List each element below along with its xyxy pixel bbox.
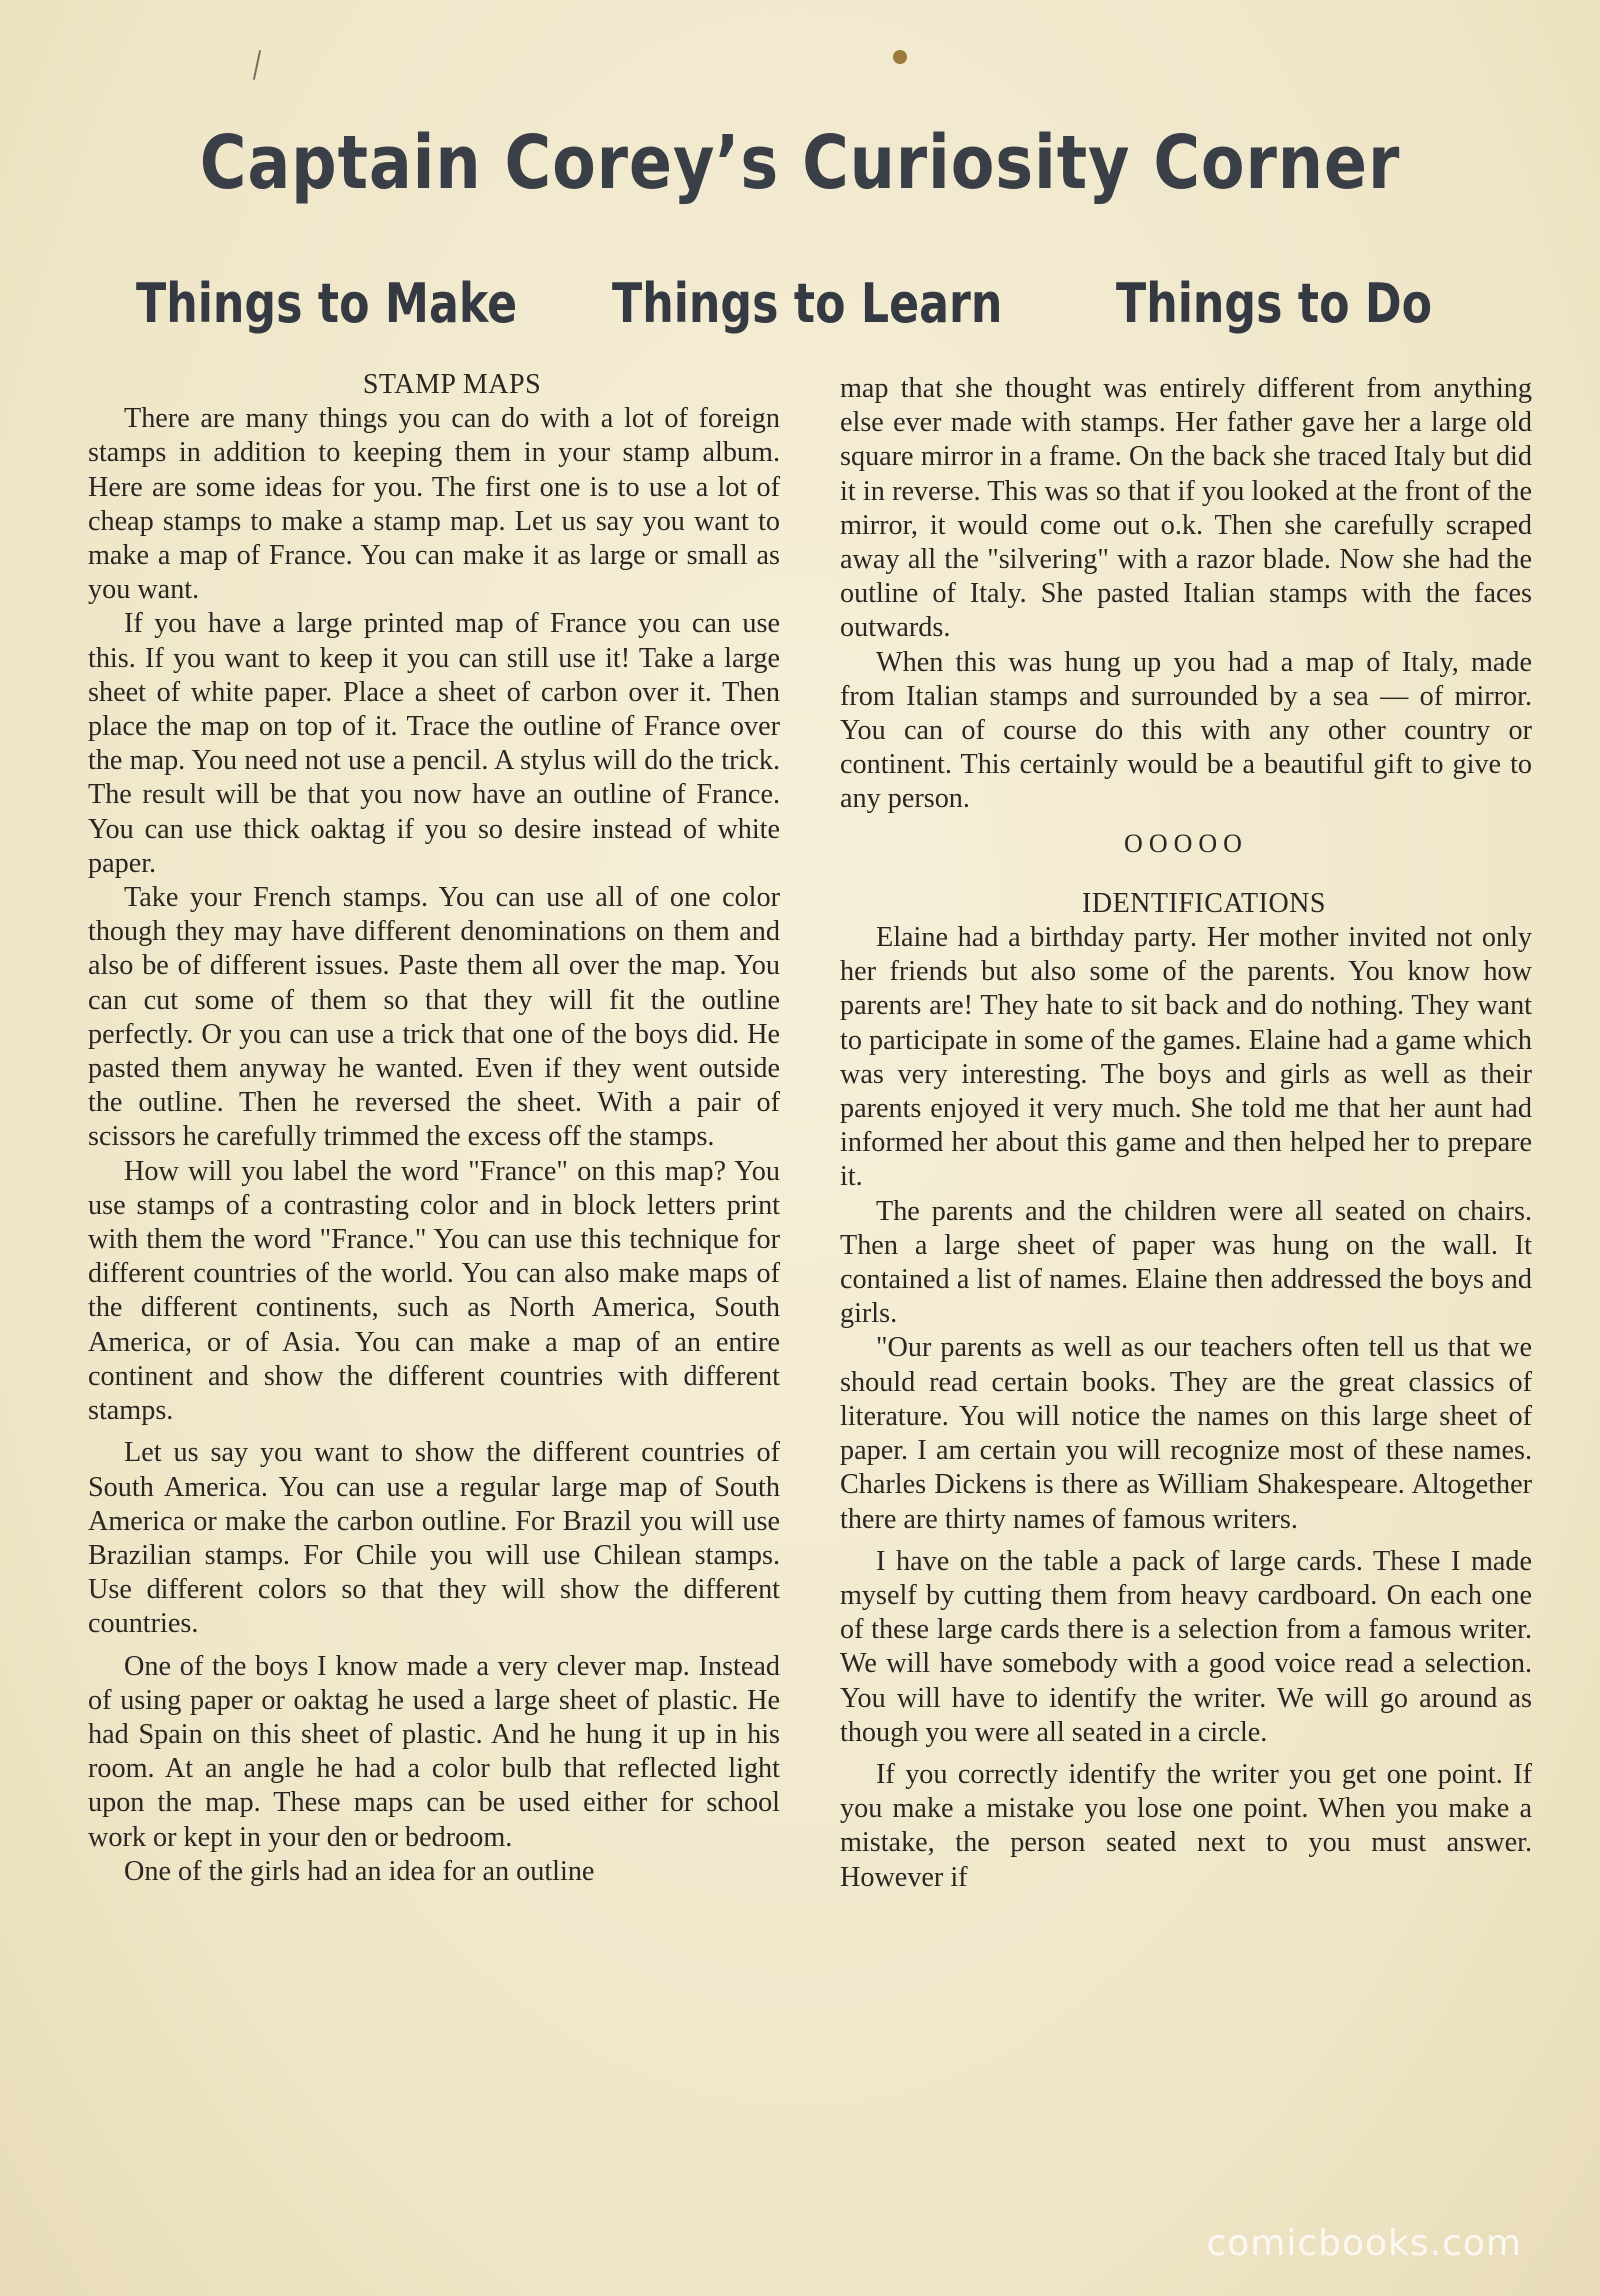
paragraph: One of the boys I know made a very clever map. Instead of using paper or oaktag he used a large sheet of plastic. He had Spain on this sheet of plastic. And he hung it up in his room. At an angle he had a color bulb that reflected light upon the map. These maps can be used either for school work or kept in your den or bedroom. — [88, 1650, 780, 1853]
subhead-learn: Things to Learn — [612, 272, 1003, 335]
subhead-do: Things to Do — [1116, 272, 1433, 335]
scratch-mark — [253, 50, 261, 80]
section-heading-identifications: IDENTIFICATIONS — [1082, 887, 1326, 919]
left-column — [88, 368, 780, 1889]
page-title: Captain Corey’s Curiosity Corner — [199, 120, 1401, 206]
paragraph: Take your French stamps. You can use all of one color though they may have different denominations on them and also be of different issues. Paste them all over the map. You can cut some of them so that they will fit the outline perfectly. Or you can use a trick that one of the boys did. He pasted them anyway he wanted. Even if they went outside the outline. Then he reversed the sheet. With a pair of scissors he carefully trimmed the excess off the stamps. — [88, 882, 780, 1153]
subhead-make: Things to Make — [136, 272, 518, 335]
site-watermark: comicbooks.com — [1206, 2223, 1522, 2264]
paragraph: map that she thought was entirely different from anything else ever made with stamps. Her father gave her a large old square mirror in a frame. On the back she traced Italy but did it in reverse. This was so that if you looked at the front of the mirror, it would come out o.k. Then she carefully scraped away all the "silvering" with a razor blade. Now she had the outline of Italy. She pasted Italian stamps with the faces outwards. — [840, 373, 1532, 644]
paragraph: I have on the table a pack of large cards. These I made myself by cutting them from heavy cardboard. On each one of these large cards there is a selection from a famous writer. We will have somebody with a good voice read a selection. You will have to identify the writer. We will go around as though you were all seated in a circle. — [840, 1545, 1532, 1748]
right-column — [840, 372, 1532, 1895]
paragraph: There are many things you can do with a lot of foreign stamps in addition to keeping them in your stamp album. Here are some ideas for you. The first one is to use a lot of cheap stamps to make a stamp map. Let us say you want to make a map of France. You can make it as large or small as you want. — [88, 403, 780, 606]
paragraph: If you correctly identify the writer you get one point. If you make a mistake you lose one point. When you make a mistake, the person seated next to you must answer. However if — [840, 1758, 1532, 1893]
paragraph: When this was hung up you had a map of Italy, made from Italian stamps and surrounded by a sea — of mirror. You can of course do this with any other country or continent. This certainly would be a beautiful gift to give to any person. — [840, 646, 1532, 815]
section-separator: OOOOO — [1124, 828, 1248, 858]
paragraph: Elaine had a birthday party. Her mother invited not only her friends but also some of the parents. You know how parents are! They hate to sit back and do nothing. They want to participate in some of the games. Elaine had a game which was very interesting. The boys and girls as well as their parents enjoyed it very much. She told me that her aunt had informed her about this game and then helped her to prepare it. — [840, 922, 1532, 1193]
paragraph: "Our parents as well as our teachers often tell us that we should read certain books. They are the great classics of literature. You will notice the names on this large sheet of paper. I am certain you will recognize most of these names. Charles Dickens is there as William Shakespeare. Altogether there are thirty names of famous writers. — [840, 1332, 1532, 1535]
paragraph: If you have a large printed map of France you can use this. If you want to keep it you can still use it! Take a large sheet of white paper. Place a sheet of carbon over it. Then place the map on top of it. Trace the outline of France over the map. You need not use a pencil. A stylus will do the trick. The result will be that you now have an outline of France. You can use thick oaktag if you so desire instead of white paper. — [88, 608, 780, 879]
paragraph: Let us say you want to show the different countries of South America. You can use a regular large map of South America or make the carbon outline. For Brazil you will use Brazilian stamps. For Chile you will use Chilean stamps. Use different colors so that they will show the different countries. — [88, 1437, 780, 1640]
paragraph: How will you label the word "France" on this map? You use stamps of a contrasting color and in block letters print with them the word "France." You can use this technique for different countries of the world. You can also make maps of the different continents, such as North America, South America, or of Asia. You can make a map of an entire continent and show the different countries with different stamps. — [88, 1155, 780, 1427]
paragraph: One of the girls had an idea for an outline — [124, 1855, 595, 1887]
subheads — [0, 272, 1600, 352]
ink-spot — [893, 50, 907, 64]
section-heading-stamp-maps: STAMP MAPS — [362, 369, 542, 400]
paragraph: The parents and the children were all seated on chairs. Then a large sheet of paper was hung on the wall. It contained a list of names. Elaine then addressed the boys and girls. — [840, 1195, 1532, 1330]
